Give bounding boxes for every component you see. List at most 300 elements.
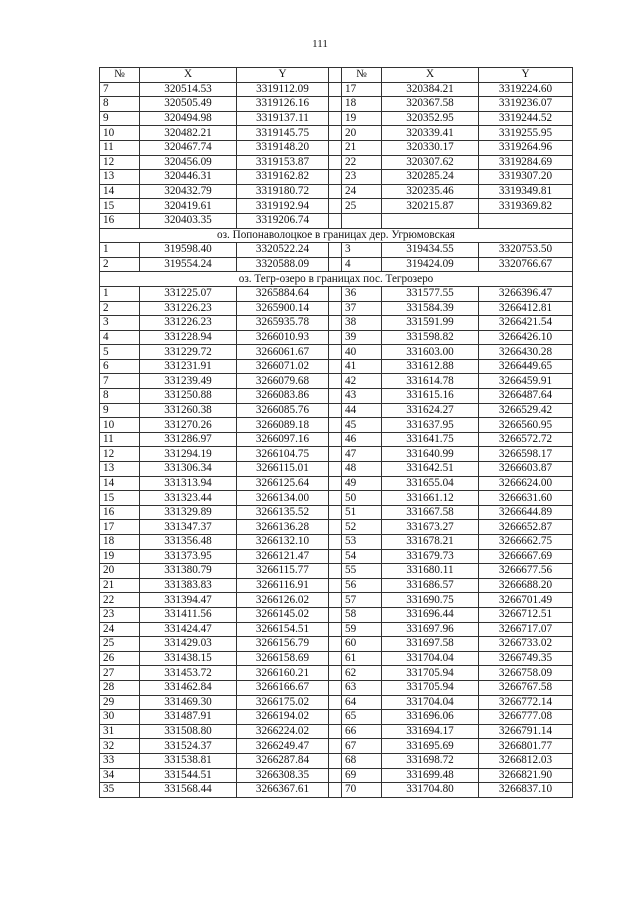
column-gap xyxy=(329,403,342,418)
section-title-row xyxy=(100,272,573,287)
table-row xyxy=(100,549,573,564)
x-coordinate: 331577.55 xyxy=(382,286,479,301)
column-gap xyxy=(329,476,342,491)
x-coordinate: 331690.75 xyxy=(382,593,479,608)
x-coordinate xyxy=(382,213,479,228)
table-row xyxy=(100,243,573,258)
point-number: 41 xyxy=(342,359,382,374)
x-coordinate: 331584.39 xyxy=(382,301,479,316)
x-coordinate: 331641.75 xyxy=(382,432,479,447)
table-row xyxy=(100,462,573,477)
x-coordinate: 320432.79 xyxy=(140,184,237,199)
y-coordinate: 3266430.28 xyxy=(479,345,573,360)
table-row xyxy=(100,768,573,783)
x-coordinate: 331661.12 xyxy=(382,491,479,506)
y-coordinate: 3266688.20 xyxy=(479,578,573,593)
y-coordinate: 3266136.28 xyxy=(237,520,329,535)
point-number: 57 xyxy=(342,593,382,608)
x-coordinate: 331225.07 xyxy=(140,286,237,301)
column-gap xyxy=(329,739,342,754)
column-gap xyxy=(329,111,342,126)
table-row xyxy=(100,666,573,681)
table-row xyxy=(100,739,573,754)
point-number: 56 xyxy=(342,578,382,593)
point-number: 3 xyxy=(342,243,382,258)
header-x-left: X xyxy=(140,68,237,83)
y-coordinate: 3319236.07 xyxy=(479,97,573,112)
table-row xyxy=(100,359,573,374)
x-coordinate: 320215.87 xyxy=(382,199,479,214)
point-number: 15 xyxy=(100,491,140,506)
x-coordinate: 331696.44 xyxy=(382,607,479,622)
x-coordinate: 331642.51 xyxy=(382,462,479,477)
table-row xyxy=(100,418,573,433)
column-gap xyxy=(329,432,342,447)
x-coordinate: 331705.94 xyxy=(382,666,479,681)
column-gap xyxy=(329,170,342,185)
point-number: 9 xyxy=(100,403,140,418)
column-gap xyxy=(329,97,342,112)
x-coordinate: 331462.84 xyxy=(140,680,237,695)
table-row xyxy=(100,753,573,768)
point-number: 53 xyxy=(342,535,382,550)
y-coordinate: 3319148.20 xyxy=(237,140,329,155)
x-coordinate: 331655.04 xyxy=(382,476,479,491)
y-coordinate: 3266175.02 xyxy=(237,695,329,710)
x-coordinate: 319424.09 xyxy=(382,257,479,272)
point-number: 49 xyxy=(342,476,382,491)
point-number: 19 xyxy=(342,111,382,126)
y-coordinate: 3266767.58 xyxy=(479,680,573,695)
point-number: 34 xyxy=(100,768,140,783)
table-row xyxy=(100,82,573,97)
table-row xyxy=(100,432,573,447)
x-coordinate: 331679.73 xyxy=(382,549,479,564)
point-number: 24 xyxy=(100,622,140,637)
y-coordinate: 3266598.17 xyxy=(479,447,573,462)
x-coordinate: 331429.03 xyxy=(140,637,237,652)
x-coordinate: 331640.99 xyxy=(382,447,479,462)
column-gap xyxy=(329,622,342,637)
column-gap xyxy=(329,666,342,681)
y-coordinate: 3266421.54 xyxy=(479,316,573,331)
y-coordinate: 3319137.11 xyxy=(237,111,329,126)
y-coordinate: 3266125.64 xyxy=(237,476,329,491)
y-coordinate: 3266426.10 xyxy=(479,330,573,345)
x-coordinate: 331696.06 xyxy=(382,710,479,725)
point-number: 62 xyxy=(342,666,382,681)
column-gap xyxy=(329,330,342,345)
x-coordinate: 331680.11 xyxy=(382,564,479,579)
point-number: 39 xyxy=(342,330,382,345)
x-coordinate: 320339.41 xyxy=(382,126,479,141)
point-number: 23 xyxy=(342,170,382,185)
y-coordinate: 3266126.02 xyxy=(237,593,329,608)
table-row xyxy=(100,257,573,272)
x-coordinate: 331538.81 xyxy=(140,753,237,768)
x-coordinate: 331524.37 xyxy=(140,739,237,754)
table-row xyxy=(100,680,573,695)
table-row xyxy=(100,286,573,301)
point-number: 23 xyxy=(100,607,140,622)
x-coordinate: 320235.46 xyxy=(382,184,479,199)
y-coordinate: 3266367.61 xyxy=(237,783,329,798)
x-coordinate: 331250.88 xyxy=(140,389,237,404)
point-number: 12 xyxy=(100,155,140,170)
table-row xyxy=(100,403,573,418)
point-number: 16 xyxy=(100,505,140,520)
column-gap xyxy=(329,783,342,798)
y-coordinate: 3266071.02 xyxy=(237,359,329,374)
table-row xyxy=(100,374,573,389)
point-number: 46 xyxy=(342,432,382,447)
table-row xyxy=(100,199,573,214)
y-coordinate: 3266603.87 xyxy=(479,462,573,477)
point-number: 14 xyxy=(100,476,140,491)
point-number: 15 xyxy=(100,199,140,214)
point-number: 40 xyxy=(342,345,382,360)
column-gap xyxy=(329,710,342,725)
column-gap xyxy=(329,651,342,666)
y-coordinate: 3266079.68 xyxy=(237,374,329,389)
table-row xyxy=(100,126,573,141)
y-coordinate: 3266712.51 xyxy=(479,607,573,622)
table-body xyxy=(100,82,573,797)
column-gap xyxy=(329,520,342,535)
y-coordinate: 3320588.09 xyxy=(237,257,329,272)
x-coordinate: 331228.94 xyxy=(140,330,237,345)
point-number: 20 xyxy=(100,564,140,579)
table-row xyxy=(100,389,573,404)
x-coordinate: 320494.98 xyxy=(140,111,237,126)
point-number: 22 xyxy=(100,593,140,608)
y-coordinate: 3265900.14 xyxy=(237,301,329,316)
y-coordinate: 3319244.52 xyxy=(479,111,573,126)
x-coordinate: 331424.47 xyxy=(140,622,237,637)
point-number: 69 xyxy=(342,768,382,783)
column-gap xyxy=(329,768,342,783)
point-number: 1 xyxy=(100,286,140,301)
column-gap xyxy=(329,126,342,141)
point-number: 4 xyxy=(342,257,382,272)
table-row xyxy=(100,184,573,199)
x-coordinate: 320456.09 xyxy=(140,155,237,170)
point-number: 10 xyxy=(100,126,140,141)
y-coordinate: 3266104.75 xyxy=(237,447,329,462)
y-coordinate: 3266089.18 xyxy=(237,418,329,433)
table-row xyxy=(100,170,573,185)
y-coordinate: 3319112.09 xyxy=(237,82,329,97)
table-row xyxy=(100,213,573,228)
x-coordinate: 320403.35 xyxy=(140,213,237,228)
point-number: 13 xyxy=(100,170,140,185)
header-y-left: Y xyxy=(237,68,329,83)
x-coordinate: 331637.95 xyxy=(382,418,479,433)
y-coordinate: 3266115.01 xyxy=(237,462,329,477)
table-row xyxy=(100,724,573,739)
y-coordinate: 3319206.74 xyxy=(237,213,329,228)
y-coordinate: 3319153.87 xyxy=(237,155,329,170)
coordinates-table xyxy=(99,67,573,798)
y-coordinate: 3266412.81 xyxy=(479,301,573,316)
point-number: 58 xyxy=(342,607,382,622)
table-row xyxy=(100,637,573,652)
x-coordinate: 331591.99 xyxy=(382,316,479,331)
table-row xyxy=(100,607,573,622)
column-gap xyxy=(329,374,342,389)
point-number: 11 xyxy=(100,140,140,155)
point-number: 18 xyxy=(100,535,140,550)
point-number: 45 xyxy=(342,418,382,433)
y-coordinate: 3266194.02 xyxy=(237,710,329,725)
x-coordinate: 331286.97 xyxy=(140,432,237,447)
y-coordinate: 3319264.96 xyxy=(479,140,573,155)
y-coordinate: 3266749.35 xyxy=(479,651,573,666)
column-gap xyxy=(329,549,342,564)
point-number: 1 xyxy=(100,243,140,258)
y-coordinate: 3266459.91 xyxy=(479,374,573,389)
x-coordinate: 331411.56 xyxy=(140,607,237,622)
x-coordinate: 331673.27 xyxy=(382,520,479,535)
point-number: 43 xyxy=(342,389,382,404)
point-number: 12 xyxy=(100,447,140,462)
point-number: 60 xyxy=(342,637,382,652)
point-number: 21 xyxy=(342,140,382,155)
column-gap xyxy=(329,82,342,97)
column-gap xyxy=(329,316,342,331)
y-coordinate: 3266121.47 xyxy=(237,549,329,564)
y-coordinate: 3266115.77 xyxy=(237,564,329,579)
y-coordinate: 3266801.77 xyxy=(479,739,573,754)
y-coordinate: 3319180.72 xyxy=(237,184,329,199)
point-number: 4 xyxy=(100,330,140,345)
point-number: 20 xyxy=(342,126,382,141)
y-coordinate: 3266837.10 xyxy=(479,783,573,798)
point-number xyxy=(342,213,382,228)
point-number: 30 xyxy=(100,710,140,725)
y-coordinate: 3266733.02 xyxy=(479,637,573,652)
y-coordinate: 3266249.47 xyxy=(237,739,329,754)
x-coordinate: 331487.91 xyxy=(140,710,237,725)
point-number: 25 xyxy=(342,199,382,214)
table-row xyxy=(100,301,573,316)
point-number: 33 xyxy=(100,753,140,768)
y-coordinate: 3266224.02 xyxy=(237,724,329,739)
y-coordinate: 3266156.79 xyxy=(237,637,329,652)
column-gap xyxy=(329,447,342,462)
column-gap xyxy=(329,593,342,608)
x-coordinate: 320514.53 xyxy=(140,82,237,97)
y-coordinate: 3266624.00 xyxy=(479,476,573,491)
x-coordinate: 331697.96 xyxy=(382,622,479,637)
y-coordinate: 3266135.52 xyxy=(237,505,329,520)
table-header-row xyxy=(100,68,573,83)
y-coordinate: 3265935.78 xyxy=(237,316,329,331)
x-coordinate: 331704.04 xyxy=(382,651,479,666)
point-number: 70 xyxy=(342,783,382,798)
x-coordinate: 331612.88 xyxy=(382,359,479,374)
x-coordinate: 331568.44 xyxy=(140,783,237,798)
column-gap xyxy=(329,564,342,579)
y-coordinate: 3266644.89 xyxy=(479,505,573,520)
y-coordinate: 3266758.09 xyxy=(479,666,573,681)
y-coordinate: 3266158.69 xyxy=(237,651,329,666)
y-coordinate: 3319145.75 xyxy=(237,126,329,141)
point-number: 22 xyxy=(342,155,382,170)
table-row xyxy=(100,330,573,345)
table-row xyxy=(100,695,573,710)
column-gap xyxy=(329,491,342,506)
x-coordinate: 331544.51 xyxy=(140,768,237,783)
x-coordinate: 320352.95 xyxy=(382,111,479,126)
point-number: 11 xyxy=(100,432,140,447)
point-number: 55 xyxy=(342,564,382,579)
table-row xyxy=(100,316,573,331)
column-gap xyxy=(329,286,342,301)
point-number: 36 xyxy=(342,286,382,301)
y-coordinate: 3266677.56 xyxy=(479,564,573,579)
point-number: 17 xyxy=(342,82,382,97)
y-coordinate: 3266772.14 xyxy=(479,695,573,710)
table-row xyxy=(100,622,573,637)
point-number: 5 xyxy=(100,345,140,360)
point-number: 2 xyxy=(100,257,140,272)
point-number: 8 xyxy=(100,389,140,404)
point-number: 32 xyxy=(100,739,140,754)
point-number: 8 xyxy=(100,97,140,112)
column-gap xyxy=(329,257,342,272)
header-x-right: X xyxy=(382,68,479,83)
table-row xyxy=(100,345,573,360)
y-coordinate: 3320766.67 xyxy=(479,257,573,272)
x-coordinate: 320367.58 xyxy=(382,97,479,112)
table-row xyxy=(100,111,573,126)
point-number: 14 xyxy=(100,184,140,199)
column-gap xyxy=(329,68,342,83)
point-number: 7 xyxy=(100,374,140,389)
x-coordinate: 320467.74 xyxy=(140,140,237,155)
y-coordinate: 3319192.94 xyxy=(237,199,329,214)
y-coordinate: 3266812.03 xyxy=(479,753,573,768)
y-coordinate: 3266821.90 xyxy=(479,768,573,783)
y-coordinate: 3266667.69 xyxy=(479,549,573,564)
y-coordinate: 3266083.86 xyxy=(237,389,329,404)
y-coordinate: 3266449.65 xyxy=(479,359,573,374)
table-row xyxy=(100,593,573,608)
x-coordinate: 331226.23 xyxy=(140,301,237,316)
y-coordinate: 3319255.95 xyxy=(479,126,573,141)
point-number: 17 xyxy=(100,520,140,535)
x-coordinate: 320285.24 xyxy=(382,170,479,185)
x-coordinate: 331373.95 xyxy=(140,549,237,564)
y-coordinate: 3319284.69 xyxy=(479,155,573,170)
point-number: 48 xyxy=(342,462,382,477)
page-number: 111 xyxy=(312,38,328,50)
table-row xyxy=(100,476,573,491)
x-coordinate: 331329.89 xyxy=(140,505,237,520)
x-coordinate: 320384.21 xyxy=(382,82,479,97)
point-number: 26 xyxy=(100,651,140,666)
y-coordinate: 3266652.87 xyxy=(479,520,573,535)
point-number: 68 xyxy=(342,753,382,768)
point-number: 9 xyxy=(100,111,140,126)
column-gap xyxy=(329,535,342,550)
table-row xyxy=(100,505,573,520)
point-number: 66 xyxy=(342,724,382,739)
y-coordinate: 3266116.91 xyxy=(237,578,329,593)
column-gap xyxy=(329,607,342,622)
point-number: 37 xyxy=(342,301,382,316)
point-number: 7 xyxy=(100,82,140,97)
x-coordinate: 331603.00 xyxy=(382,345,479,360)
x-coordinate: 320446.31 xyxy=(140,170,237,185)
point-number: 6 xyxy=(100,359,140,374)
section-title: оз. Тегр-озеро в границах пос. Тегрозеро xyxy=(100,272,573,287)
x-coordinate: 320307.62 xyxy=(382,155,479,170)
y-coordinate: 3266396.47 xyxy=(479,286,573,301)
point-number: 16 xyxy=(100,213,140,228)
point-number: 25 xyxy=(100,637,140,652)
point-number: 2 xyxy=(100,301,140,316)
x-coordinate: 331704.80 xyxy=(382,783,479,798)
y-coordinate: 3320522.24 xyxy=(237,243,329,258)
x-coordinate: 331226.23 xyxy=(140,316,237,331)
point-number: 31 xyxy=(100,724,140,739)
x-coordinate: 331270.26 xyxy=(140,418,237,433)
y-coordinate: 3319224.60 xyxy=(479,82,573,97)
y-coordinate: 3319162.82 xyxy=(237,170,329,185)
point-number: 29 xyxy=(100,695,140,710)
y-coordinate: 3266160.21 xyxy=(237,666,329,681)
point-number: 3 xyxy=(100,316,140,331)
point-number: 52 xyxy=(342,520,382,535)
y-coordinate: 3320753.50 xyxy=(479,243,573,258)
y-coordinate: 3266529.42 xyxy=(479,403,573,418)
table-row xyxy=(100,535,573,550)
x-coordinate: 331686.57 xyxy=(382,578,479,593)
column-gap xyxy=(329,243,342,258)
x-coordinate: 331383.83 xyxy=(140,578,237,593)
y-coordinate: 3266010.93 xyxy=(237,330,329,345)
y-coordinate: 3266777.08 xyxy=(479,710,573,725)
point-number: 67 xyxy=(342,739,382,754)
column-gap xyxy=(329,213,342,228)
table-row xyxy=(100,97,573,112)
point-number: 38 xyxy=(342,316,382,331)
column-gap xyxy=(329,199,342,214)
x-coordinate: 331438.15 xyxy=(140,651,237,666)
point-number: 35 xyxy=(100,783,140,798)
y-coordinate: 3319369.82 xyxy=(479,199,573,214)
y-coordinate xyxy=(479,213,573,228)
point-number: 42 xyxy=(342,374,382,389)
table-row xyxy=(100,783,573,798)
y-coordinate: 3266701.49 xyxy=(479,593,573,608)
x-coordinate: 331508.80 xyxy=(140,724,237,739)
x-coordinate: 331380.79 xyxy=(140,564,237,579)
y-coordinate: 3266134.00 xyxy=(237,491,329,506)
y-coordinate: 3265884.64 xyxy=(237,286,329,301)
x-coordinate: 319434.55 xyxy=(382,243,479,258)
y-coordinate: 3266132.10 xyxy=(237,535,329,550)
x-coordinate: 331624.27 xyxy=(382,403,479,418)
point-number: 18 xyxy=(342,97,382,112)
x-coordinate: 331469.30 xyxy=(140,695,237,710)
x-coordinate: 320330.17 xyxy=(382,140,479,155)
x-coordinate: 331347.37 xyxy=(140,520,237,535)
x-coordinate: 331698.72 xyxy=(382,753,479,768)
x-coordinate: 320419.61 xyxy=(140,199,237,214)
